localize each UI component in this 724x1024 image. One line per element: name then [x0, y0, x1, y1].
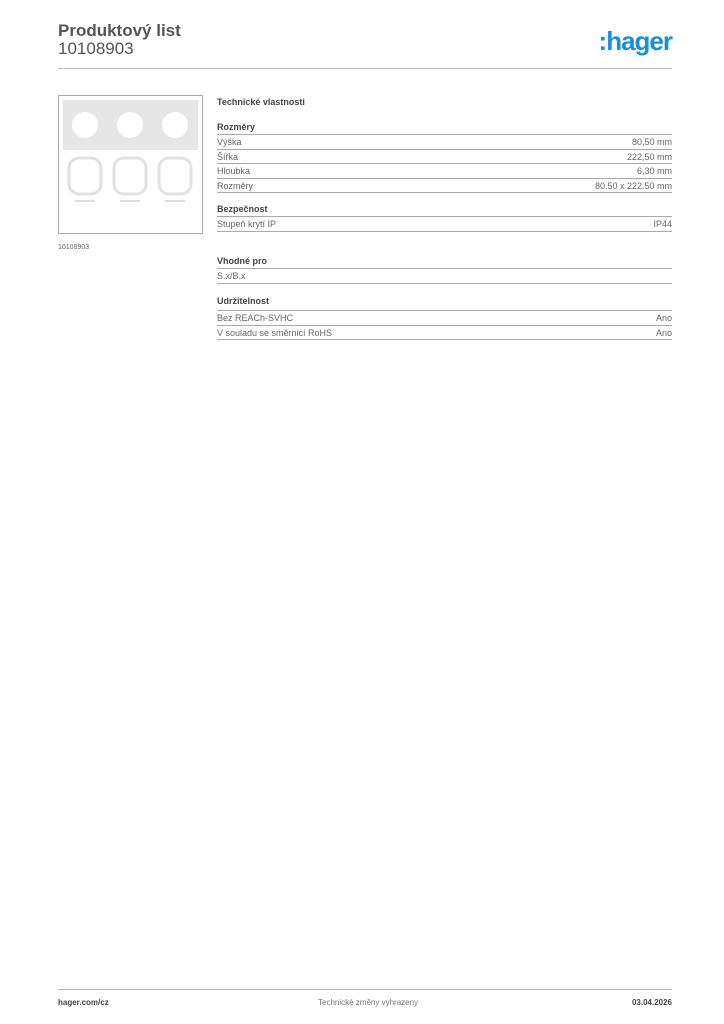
- row-value: 222,50 mm: [626, 151, 672, 162]
- row-label: Výška: [217, 137, 242, 147]
- group-dimensions: [217, 121, 672, 193]
- table-row: [217, 217, 672, 232]
- footer-website[interactable]: hager.com/cz: [58, 998, 109, 1007]
- hager-logo: :hager: [598, 26, 672, 56]
- table-row: [217, 269, 672, 284]
- row-value: Ano: [655, 313, 672, 323]
- table-row: [217, 164, 672, 179]
- table-row: [217, 311, 672, 326]
- footer-note: Technické změny vyhrazeny: [318, 998, 419, 1007]
- table-row: [217, 135, 672, 150]
- row-label: Stupeň krytí IP: [217, 219, 277, 229]
- image-caption: 10108903: [58, 244, 90, 251]
- header-divider: [58, 68, 672, 69]
- table-row: [217, 179, 672, 194]
- row-value: 6,30 mm: [636, 166, 672, 177]
- table-row: [217, 326, 672, 341]
- section-title: Technické vlastnosti: [217, 97, 305, 107]
- row-label: Rozměry: [217, 180, 254, 191]
- group-sustainability: [217, 295, 672, 340]
- row-label: Hloubka: [217, 166, 251, 177]
- group-suitable-for: [217, 255, 672, 284]
- product-code: 10108903: [58, 39, 134, 58]
- group-title: Vhodné pro: [217, 255, 672, 269]
- group-title: Bezpečnost: [217, 203, 672, 217]
- page-title: Produktový list: [58, 21, 181, 40]
- product-image: [58, 95, 203, 234]
- footer-divider: [58, 989, 672, 990]
- row-label: S.x/B.x: [217, 271, 246, 281]
- row-label: Šířka: [217, 151, 239, 162]
- row-value: Ano: [655, 327, 672, 338]
- row-value: 80,50 mm: [631, 137, 672, 147]
- group-safety: [217, 203, 672, 232]
- group-title: Rozměry: [217, 121, 672, 135]
- footer-date: 03.04.2026: [631, 998, 672, 1007]
- row-label: Bez REACh-SVHC: [217, 313, 294, 323]
- table-row: [217, 150, 672, 165]
- group-title: Udržitelnost: [217, 295, 672, 311]
- row-value: 80.50 x 222.50 mm: [594, 180, 672, 191]
- row-value: IP44: [653, 219, 672, 229]
- row-label: V souladu se směrnicí RoHS: [217, 327, 333, 338]
